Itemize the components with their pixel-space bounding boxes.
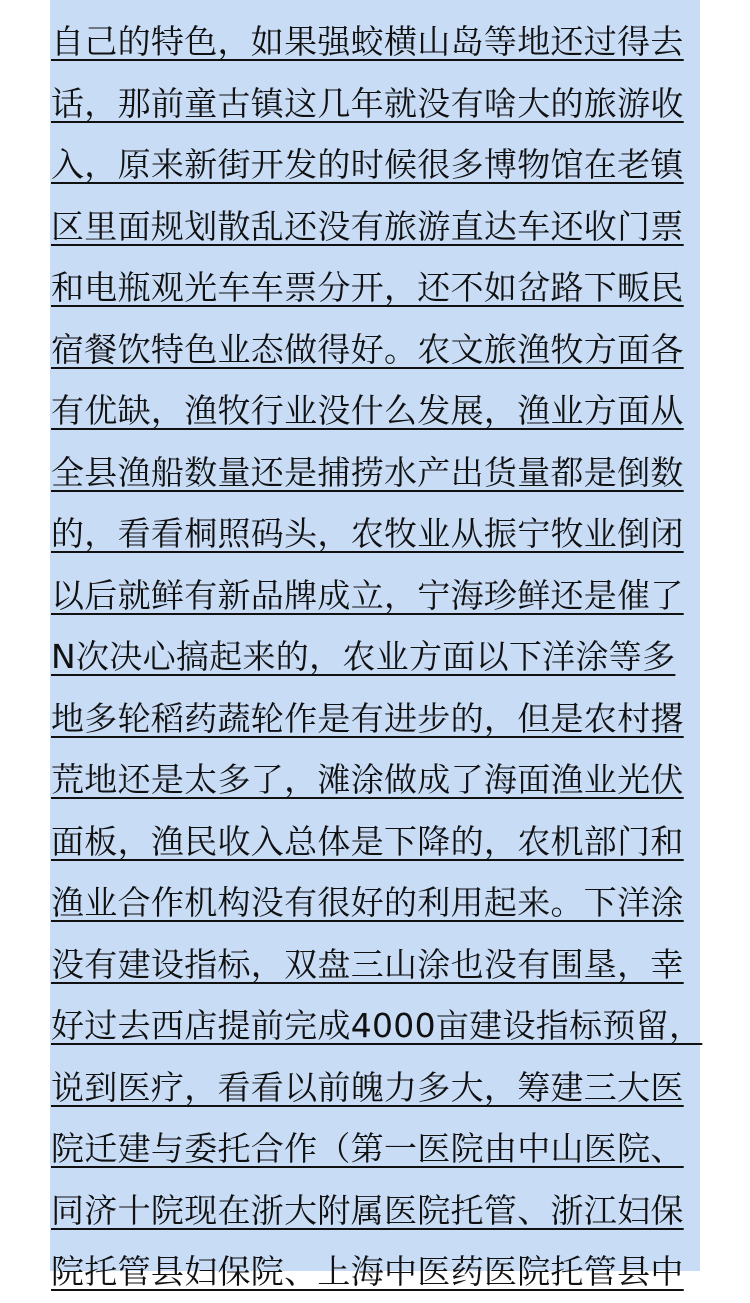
text-line: 渔业合作机构没有很好的利用起来。下洋涂 [51,883,684,922]
text-line: 同济十院现在浙大附属医院托管、浙江妇保 [51,1190,684,1230]
text-line: 以后就鲜有新品牌成立，宁海珍鲜还是催了 [51,575,684,615]
text-line: 好过去西店提前完成4000亩建设指标预留， [51,1006,703,1045]
text-line: 自己的特色，如果强蛟横山岛等地还过得去 [51,22,684,61]
text-line: 区里面规划散乱还没有旅游直达车还收门票 [51,206,684,246]
text-line: 说到医疗，看看以前魄力多大，筹建三大医 [51,1067,684,1107]
text-line: 话，那前童古镇这几年就没有啥大的旅游收 [51,83,684,123]
text-line: 宿餐饮特色业态做得好。农文旅渔牧方面各 [51,329,684,369]
article-text-body[interactable] [51,11,703,1303]
text-line: N次决心搞起来的，农业方面以下洋涂等多 [51,637,676,676]
text-line: 全县渔船数量还是捕捞水产出货量都是倒数 [51,452,684,492]
text-line: 面板，渔民收入总体是下降的，农机部门和 [51,821,684,861]
text-line: 入，原来新街开发的时候很多博物馆在老镇 [51,145,684,184]
text-line: 院迁建与委托合作（第一医院由中山医院、 [51,1129,684,1168]
text-line: 地多轮稻药蔬轮作是有进步的，但是农村撂 [51,698,684,738]
text-line: 没有建设指标，双盘三山涂也没有围垦，幸 [51,944,684,984]
text-line: 的，看看桐照码头，农牧业从振宁牧业倒闭 [51,514,684,553]
text-line: 和电瓶观光车车票分开，还不如岔路下畈民 [51,268,684,307]
text-line: 院托管县妇保院、上海中医药医院托管县中 [51,1252,684,1291]
text-line: 荒地还是太多了，滩涂做成了海面渔业光伏 [51,760,684,799]
text-line: 有优缺，渔牧行业没什么发展，渔业方面从 [51,391,684,430]
